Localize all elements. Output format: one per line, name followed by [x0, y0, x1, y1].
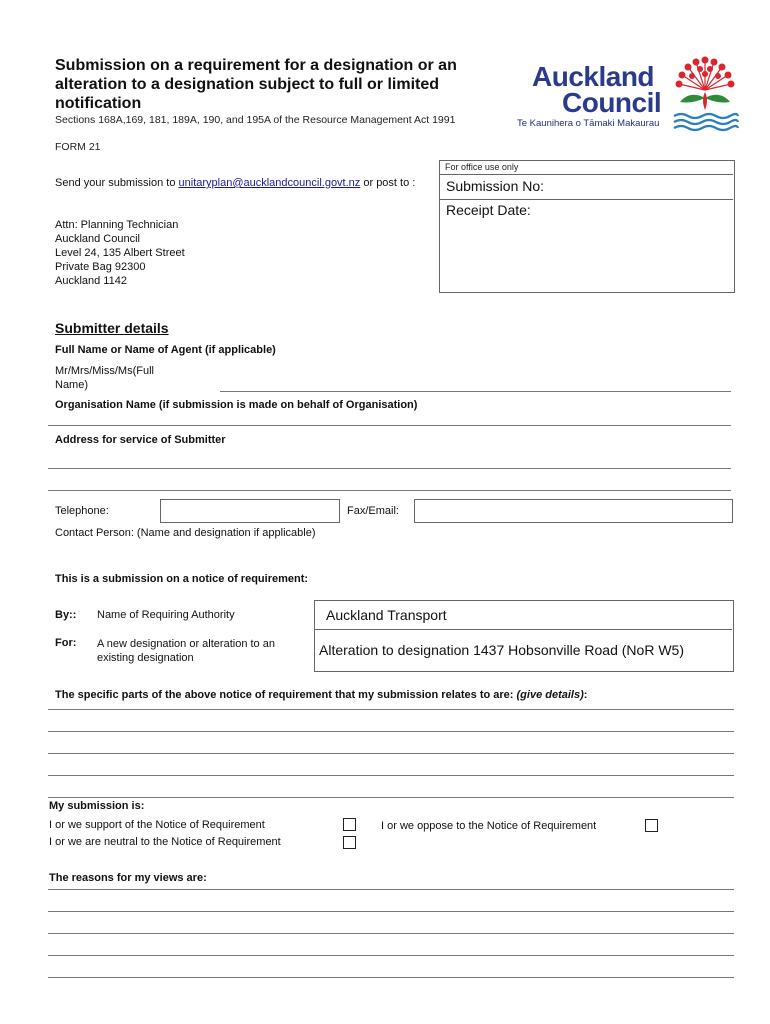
logo-line-2: Council: [562, 87, 662, 118]
reasons-line-1[interactable]: [48, 889, 734, 890]
contact-person-label: Contact Person: (Name and designation if applicable): [55, 527, 316, 539]
my-submission-heading: My submission is:: [49, 800, 145, 812]
neutral-label: I or we are neutral to the Notice of Requirement: [49, 836, 281, 848]
specific-parts-line-4[interactable]: [48, 775, 734, 776]
logo-line-1: Auckland: [532, 61, 655, 92]
council-logo-wordmark: [532, 61, 662, 118]
for-description: A new designation or alteration to an existing designation: [97, 638, 275, 664]
telephone-input[interactable]: [160, 499, 340, 523]
submitter-details-heading: Submitter details: [55, 320, 169, 336]
submission-no-label: Submission No:: [446, 178, 545, 194]
telephone-label: Telephone:: [55, 505, 109, 517]
requiring-authority-divider: [314, 629, 732, 630]
send-suffix: or post to :: [360, 177, 416, 189]
send-instructions: [55, 177, 440, 190]
act-sections: Sections 168A,169, 181, 189A, 190, and 195A of the Resource Management Act 1991: [55, 114, 456, 126]
by-label: By::: [55, 609, 77, 621]
organisation-field[interactable]: [48, 425, 731, 426]
specific-parts-label: [55, 689, 587, 701]
neutral-checkbox[interactable]: [343, 836, 356, 849]
requiring-authority-value[interactable]: Auckland Transport: [326, 607, 447, 623]
fax-email-label: Fax/Email:: [347, 505, 399, 517]
designation-value[interactable]: Alteration to designation 1437 Hobsonville Road (NoR W5): [319, 642, 684, 658]
address-line: Level 24, 135 Albert Street: [55, 247, 185, 259]
support-label: I or we support of the Notice of Requirement: [49, 819, 265, 831]
full-name-label: Full Name or Name of Agent (if applicable): [55, 344, 276, 356]
specific-parts-line-1[interactable]: [48, 709, 734, 710]
by-description: Name of Requiring Authority: [97, 609, 235, 621]
pohutukawa-flower-icon: [670, 54, 740, 134]
submission-email-link[interactable]: unitaryplan@aucklandcouncil.govt.nz: [178, 177, 361, 189]
reasons-line-2[interactable]: [48, 911, 734, 912]
receipt-date-label: Receipt Date:: [446, 202, 531, 218]
reasons-line-4[interactable]: [48, 955, 734, 956]
address-line: Private Bag 92300: [55, 261, 146, 273]
specific-parts-italic: (give details): [516, 689, 584, 701]
form-number: FORM 21: [55, 141, 101, 153]
address-field-line-2[interactable]: [48, 490, 731, 491]
organisation-label: Organisation Name (if submission is made on behalf of Organisation): [55, 399, 418, 411]
salutation-label: Mr/Mrs/Miss/Ms(Full Name): [55, 365, 154, 391]
send-prefix: Send your submission to: [55, 177, 179, 189]
submission-no-row: [439, 174, 733, 200]
address-line: Attn: Planning Technician: [55, 219, 179, 231]
address-line: Auckland 1142: [55, 275, 127, 287]
specific-parts-line-2[interactable]: [48, 731, 734, 732]
notice-intro: This is a submission on a notice of requirement:: [55, 573, 309, 585]
oppose-label: I or we oppose to the Notice of Requirement: [381, 820, 597, 832]
specific-parts-end: :: [583, 689, 588, 701]
office-use-label: For office use only: [445, 162, 519, 172]
fax-email-input[interactable]: [414, 499, 733, 523]
address-line: Auckland Council: [55, 233, 140, 245]
for-label: For:: [55, 637, 77, 649]
support-checkbox[interactable]: [343, 818, 356, 831]
reasons-line-3[interactable]: [48, 933, 734, 934]
specific-parts-line-3[interactable]: [48, 753, 734, 754]
specific-parts-main: The specific parts of the above notice of requirement that my submission relates to are:: [55, 689, 517, 701]
form-title: Submission on a requirement for a designation or an alteration to a designation subject to full or limited notification: [55, 57, 457, 112]
reasons-line-5[interactable]: [48, 977, 734, 978]
specific-parts-line-5[interactable]: [48, 797, 734, 798]
address-field-line-1[interactable]: [48, 468, 731, 469]
address-service-label: Address for service of Submitter: [55, 434, 226, 446]
oppose-checkbox[interactable]: [645, 819, 658, 832]
full-name-field[interactable]: [220, 391, 731, 392]
logo-tagline: Te Kaunihera o Tāmaki Makaurau: [517, 118, 660, 129]
postal-address: [55, 218, 185, 288]
reasons-heading: The reasons for my views are:: [49, 872, 207, 884]
